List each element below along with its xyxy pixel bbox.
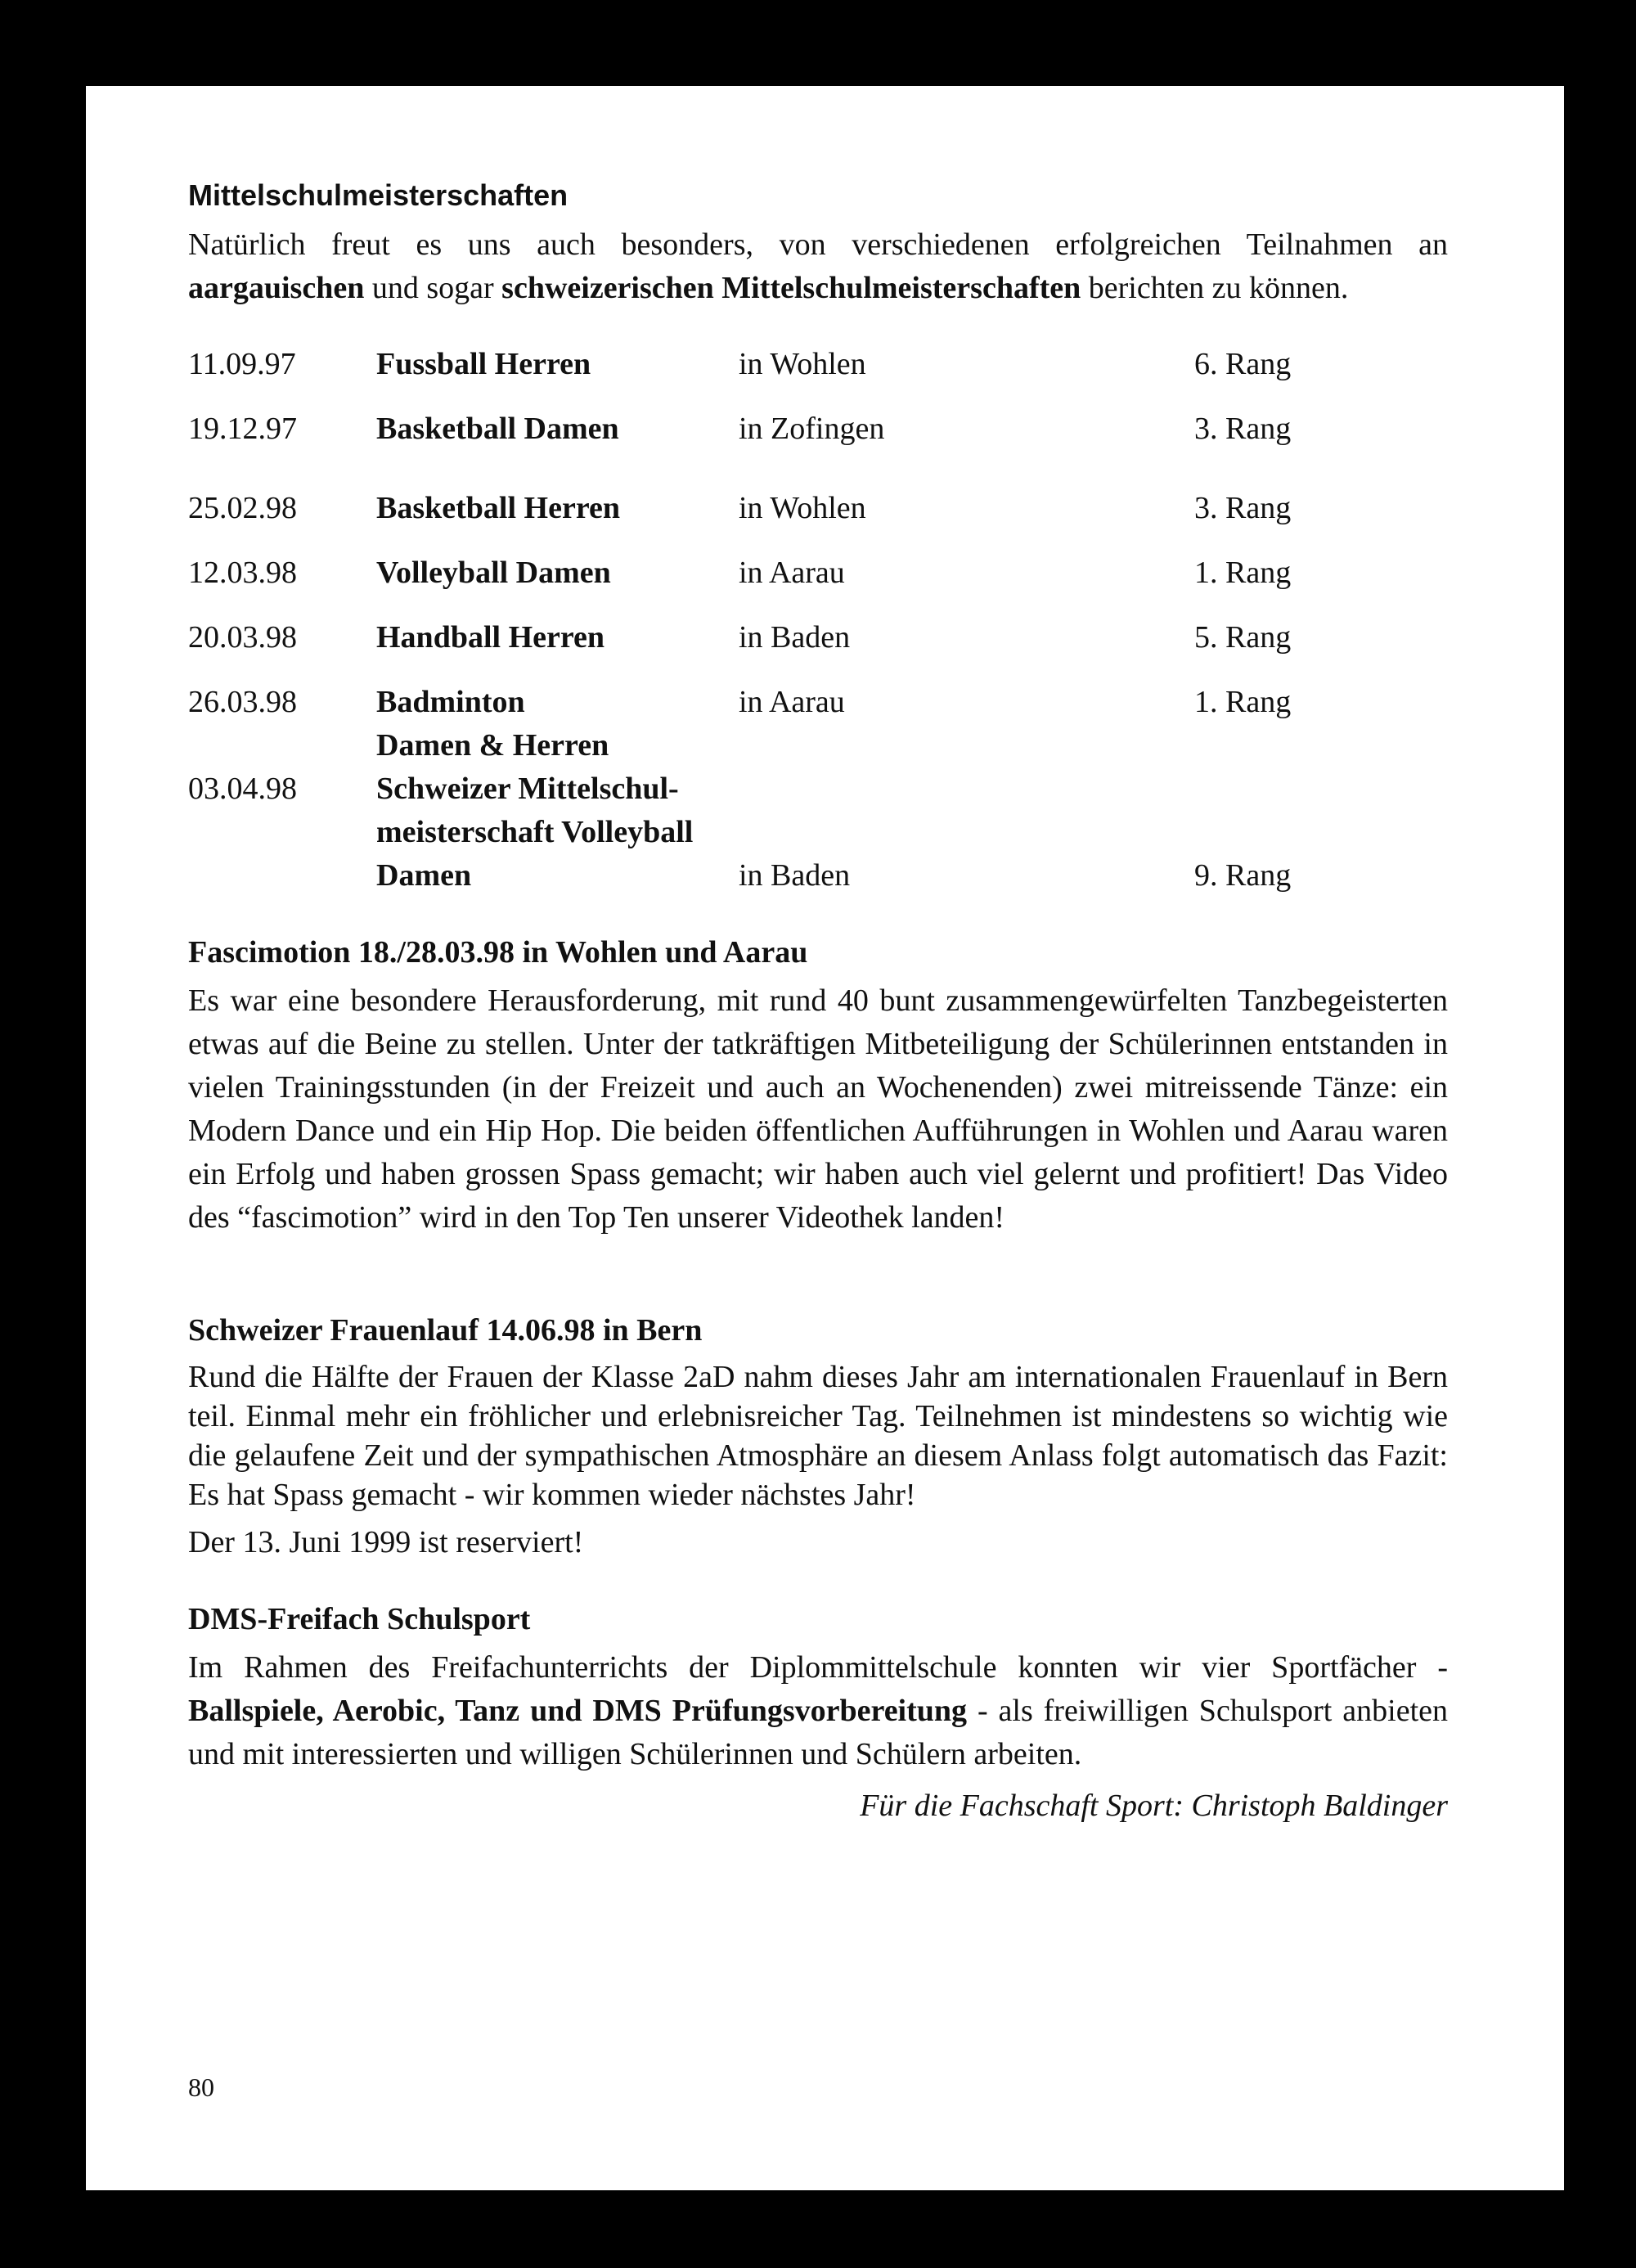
result-place: in Aarau: [739, 556, 845, 590]
result-sport: [376, 659, 739, 767]
section-title-freifach: DMS-Freifach Schulsport: [188, 1602, 531, 1636]
result-rank: 3. Rang: [1194, 412, 1292, 446]
result-date: 25.02.98: [188, 491, 297, 525]
intro-text: Natürlich freut es uns auch besonders, von verschiedenen erfolgreichen Teilnahmen an: [188, 227, 1448, 262]
section-title-frauenlauf: Schweizer Frauenlauf 14.06.98 in Bern: [188, 1313, 703, 1348]
result-date: 11.09.97: [188, 347, 296, 381]
result-place: in Baden: [739, 858, 851, 893]
result-sport: [376, 767, 739, 898]
result-sport-line: Damen & Herren: [376, 728, 609, 763]
result-rank: 1. Rang: [1194, 685, 1292, 719]
table-row: [188, 659, 1358, 767]
table-row: [188, 451, 1358, 530]
result-rank: 9. Rang: [1194, 858, 1292, 893]
result-date: 26.03.98: [188, 685, 297, 719]
section-freifach: [188, 1600, 1448, 1828]
result-date: 12.03.98: [188, 556, 297, 590]
result-rank: 3. Rang: [1194, 491, 1292, 525]
result-sport-line: Damen: [376, 858, 472, 893]
section-title-mittelschulmeisterschaften: Mittelschulmeisterschaften: [188, 178, 569, 212]
table-row: [188, 343, 1358, 386]
result-place: in Wohlen: [739, 347, 866, 381]
body-text: - als freiwilligen Schulsport anbieten und mit interessierten und willigen Schülerinnen und Schülern arbeiten.: [188, 1694, 1448, 1771]
result-rank: 1. Rang: [1194, 556, 1292, 590]
signature: Für die Fachschaft Sport: Christoph Baldinger: [860, 1789, 1448, 1823]
result-date: 03.04.98: [188, 772, 297, 806]
section-note-frauenlauf: Der 13. Juni 1999 ist reserviert!: [188, 1525, 584, 1559]
table-row: [188, 595, 1358, 659]
result-sport: Basketball Damen: [376, 412, 619, 446]
section-frauenlauf: [188, 1312, 1448, 1564]
result-sport: Fussball Herren: [376, 347, 591, 381]
result-rank: 5. Rang: [1194, 620, 1292, 655]
result-date: 19.12.97: [188, 412, 297, 446]
page-content: [188, 178, 1448, 1828]
section-body-fascimotion: Es war eine besondere Herausforderung, mit rund 40 bunt zusammengewürfelten Tanzbegeisterten etwas auf die Beine zu stellen. Unter der tatkräftigen Mitbeteiligung der Schülerinnen entstanden in vielen Trainingsstunden (in der Freizeit und auch an Wochenenden) zwei mitreissende Tänze: ein Modern Dance und ein Hip Hop. Die beiden öffentlichen Aufführungen in Wohlen und Aarau waren ein Erfolg und haben grossen Spass gemacht; wir haben auch viel gelernt und profitiert! Das Video des “fascimotion” wird in den Top Ten unserer Videothek landen!: [188, 983, 1448, 1235]
result-date: 20.03.98: [188, 620, 297, 655]
body-bold-sports: Ballspiele, Aerobic, Tanz und DMS Prüfungsvorbereitung: [188, 1694, 968, 1728]
result-rank: 6. Rang: [1194, 347, 1292, 381]
result-sport-line: meisterschaft Volleyball: [376, 815, 694, 849]
intro-bold-schweizerischen: schweizerischen Mittelschulmeisterschaften: [501, 271, 1081, 305]
intro-bold-aargauischen: aargauischen: [188, 271, 365, 305]
section-intro: [188, 223, 1448, 310]
section-body-freifach: [188, 1646, 1448, 1776]
page-number: 80: [188, 2072, 214, 2102]
intro-text: berichten zu können.: [1081, 271, 1349, 305]
section-fascimotion: [188, 934, 1448, 1240]
result-place: in Baden: [739, 620, 851, 655]
result-sport-line: Schweizer Mittelschul-: [376, 772, 679, 806]
results-table: [188, 343, 1358, 898]
section-body-frauenlauf: Rund die Hälfte der Frauen der Klasse 2aD nahm dieses Jahr am internationalen Frauenlauf in Bern teil. Einmal mehr ein fröhlicher und erlebnisreicher Tag. Teilnehmen ist mindestens so wichtig wie die gelaufene Zeit und der sympathischen Atmosphäre an diesem Anlass folgt automatisch das Fazit: Es hat Spass gemacht - wir kommen wieder nächstes Jahr!: [188, 1360, 1448, 1512]
section-title-fascimotion: Fascimotion 18./28.03.98 in Wohlen und Aarau: [188, 935, 808, 970]
result-place: in Aarau: [739, 685, 845, 719]
table-row: [188, 767, 1358, 898]
result-sport-line: Badminton: [376, 685, 525, 719]
result-sport: Handball Herren: [376, 620, 605, 655]
result-place: in Wohlen: [739, 491, 866, 525]
table-row: [188, 530, 1358, 595]
result-sport: Basketball Herren: [376, 491, 621, 525]
body-text: Im Rahmen des Freifachunterrichts der Diplommittelschule konnten wir vier Sportfächer -: [188, 1650, 1448, 1685]
intro-text: und sogar: [364, 271, 502, 305]
result-place: in Zofingen: [739, 412, 885, 446]
table-row: [188, 386, 1358, 451]
document-page: [86, 86, 1564, 2190]
result-sport: Volleyball Damen: [376, 556, 611, 590]
